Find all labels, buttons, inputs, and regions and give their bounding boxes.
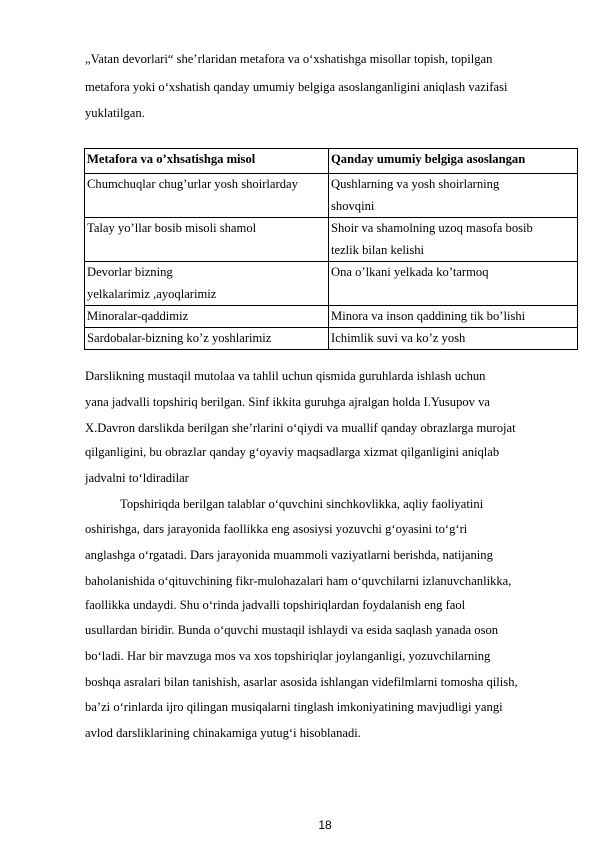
- table-cell: [85, 218, 329, 262]
- body-line-5: jadvalni to‘ldiradilar: [85, 471, 189, 485]
- cell-text: Devorlar bizning: [87, 265, 173, 279]
- table-header-cell: Metafora va o’xhsatishga misol: [85, 149, 329, 174]
- table-cell: [329, 328, 578, 350]
- page-number: 18: [318, 818, 332, 832]
- metaphor-table: [84, 148, 578, 350]
- table-row: [85, 306, 578, 328]
- intro-line-3: yuklatilgan.: [85, 106, 145, 120]
- body-line-2: yana jadvalli topshiriq berilgan. Sinf ikkita guruhga ajralgan holda I.Yusupov va: [85, 395, 491, 409]
- table-cell: [329, 262, 578, 306]
- table-cell: [329, 218, 578, 262]
- cell-text: Ichimlik suvi va ko’z yosh: [331, 331, 466, 345]
- body-line-3: X.Davron darslikda berilgan she’rlarini o‘qiydi va muallif qanday obrazlarga murojat: [85, 421, 516, 435]
- table-cell: [85, 306, 329, 328]
- cell-text: shovqini: [331, 199, 375, 213]
- table-header-row: [85, 149, 578, 174]
- table-cell: [329, 306, 578, 328]
- body-line-15: avlod darsliklarining chinakamiga yutug‘i hisoblanadi.: [85, 726, 361, 740]
- cell-text: Shoir va shamolning uzoq masofa bosib: [331, 221, 533, 235]
- cell-text: Talay yo’llar bosib misoli shamol: [87, 221, 257, 235]
- body-line-13: boshqa asralari bilan tanishish, asarlar asosida ishlangan videfilmlarni tomosha qilish,: [85, 675, 518, 689]
- cell-text: Chumchuqlar chug’urlar yosh shoirlarday: [87, 177, 298, 191]
- cell-text: tezlik bilan kelishi: [331, 243, 425, 257]
- cell-text: yelkalarimiz ,ayoqlarimiz: [87, 287, 217, 301]
- table-header-cell: Qanday umumiy belgiga asoslangan: [329, 149, 578, 174]
- body-line-1: Darslikning mustaqil mutolaa va tahlil uchun qismida guruhlarda ishlash uchun: [85, 369, 486, 383]
- table-cell: [329, 174, 578, 218]
- body-line-12: bo‘ladi. Har bir mavzuga mos va xos topshiriqlar joylanganligi, yozuvchilarning: [85, 649, 491, 663]
- body-line-9: baholanishida o‘qituvchining fikr-mulohazalari ham o‘quvchilarni izlanuvchanlikka,: [85, 574, 512, 588]
- intro-line-2: metafora yoki o‘xshatish qanday umumiy belgiga asoslanganligini aniqlash vazifasi: [85, 80, 508, 94]
- intro-line-1: „Vatan devorlari“ she’rlaridan metafora va o‘xshatishga misollar topish, topilgan: [85, 52, 493, 66]
- table-cell: [85, 328, 329, 350]
- body-line-10: faollikka undaydi. Shu o‘rinda jadvalli topshiriqlardan foydalanish eng faol: [85, 598, 466, 612]
- cell-text: Qushlarning va yosh shoirlarning: [331, 177, 500, 191]
- body-line-4: qilganligini, bu obrazlar qanday g‘oyaviy maqsadlarga xizmat qilganligini aniqlab: [85, 445, 500, 459]
- table-row: [85, 328, 578, 350]
- cell-text: Minora va inson qaddining tik bo’lishi: [331, 309, 526, 323]
- body-line-7: oshirishga, dars jarayonida faollikka eng asosiysi yozuvchi g‘oyasini to‘g‘ri: [85, 522, 468, 536]
- cell-text: Ona o’lkani yelkada ko’tarmoq: [331, 265, 489, 279]
- table-cell: [85, 262, 329, 306]
- body-line-14: ba’zi o‘rinlarda ijro qilingan musiqalarni tinglash imkoniyatining mavjudligi yangi: [85, 700, 503, 714]
- cell-text: Sardobalar-bizning ko’z yoshlarimiz: [87, 331, 272, 345]
- body-line-11: usullardan biridir. Bunda o‘quvchi mustaqil ishlaydi va esida saqlash yanada oson: [85, 623, 499, 637]
- table-row: [85, 262, 578, 306]
- body-line-8: anglashga o‘rgatadi. Dars jarayonida muammoli vaziyatlarni berishda, natijaning: [85, 548, 493, 562]
- cell-text: Minoralar-qaddimiz: [87, 309, 189, 323]
- table-row: [85, 218, 578, 262]
- body-line-6: Topshiriqda berilgan talablar o‘quvchini sinchkovlikka, aqliy faoliyatini: [120, 497, 484, 511]
- table-row: [85, 174, 578, 218]
- table-cell: [85, 174, 329, 218]
